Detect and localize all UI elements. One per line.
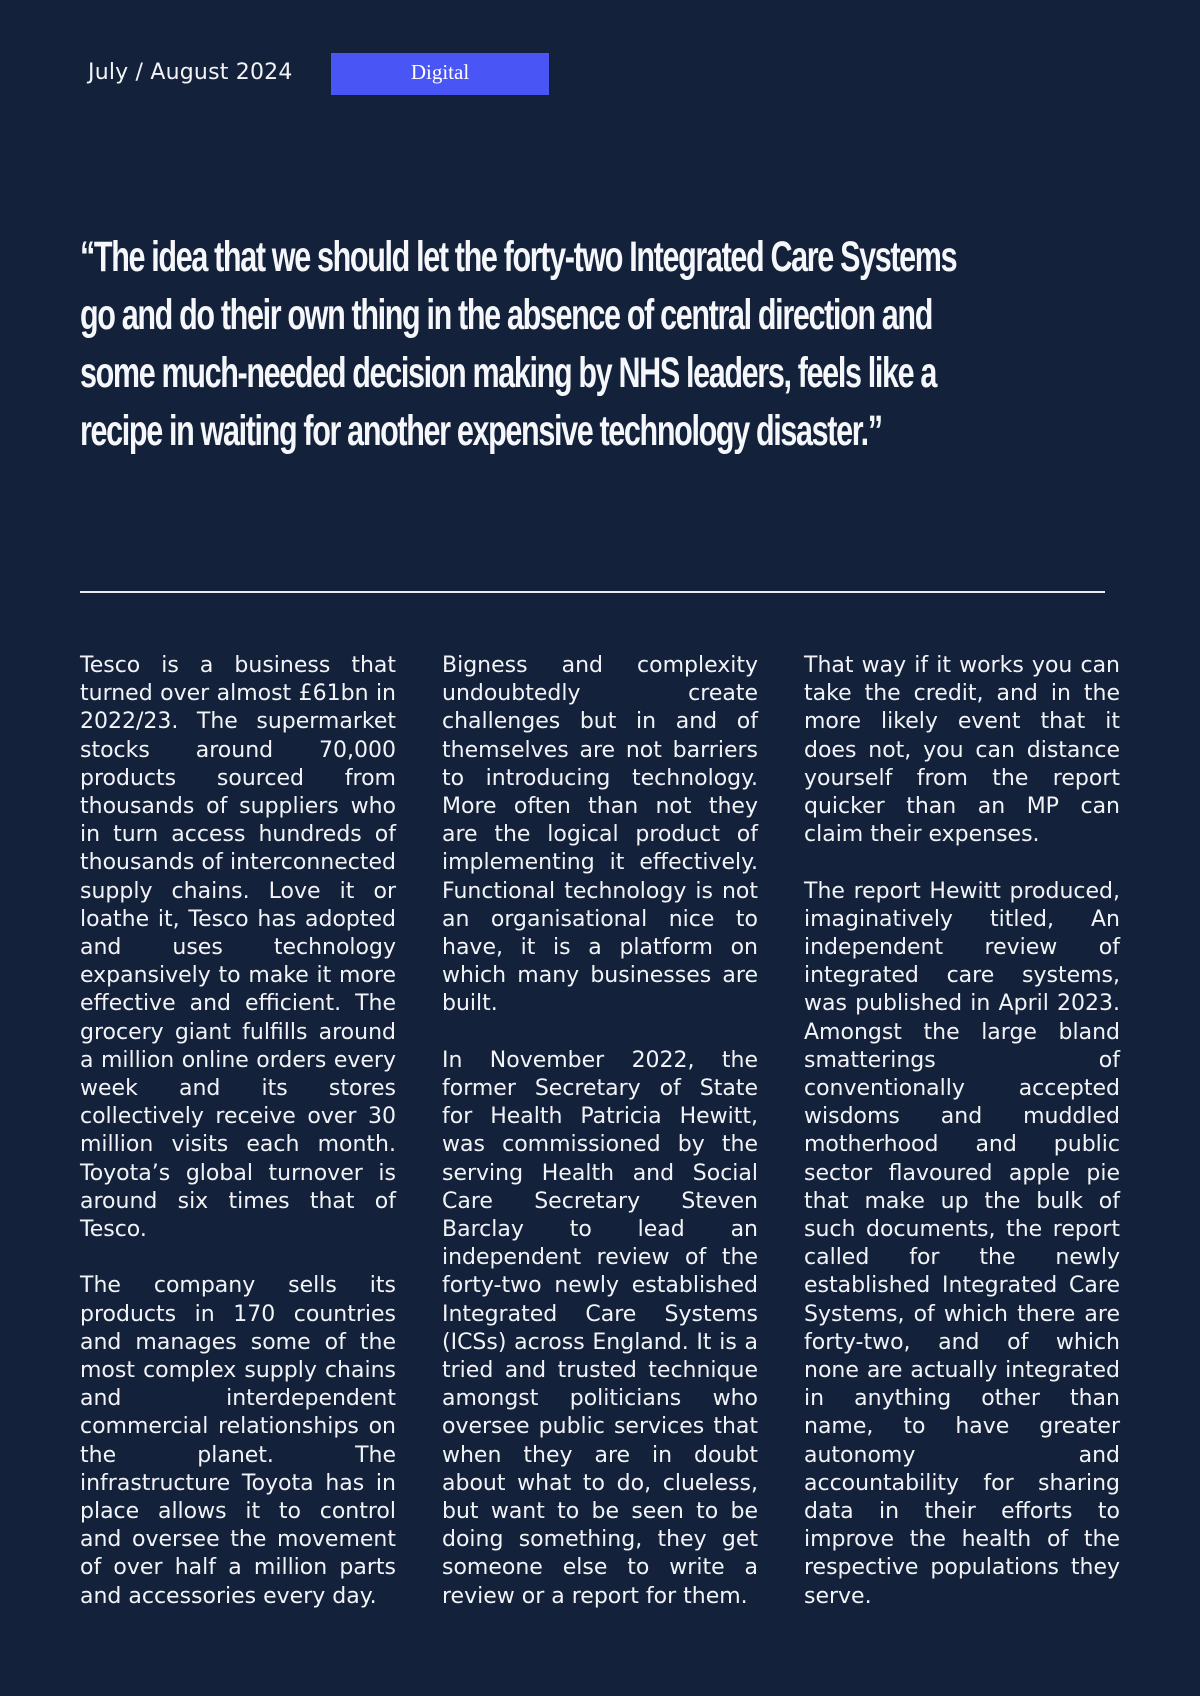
section-tag: Digital — [331, 53, 549, 95]
paragraph: In November 2022, the former Secretary of State for Health Patricia Hewitt, was commissioned by the serving Health and Social Care Secretary Steven Barclay to lead an independent review of the forty-two newly established Integrated Care Systems (ICSs) across England. It is a tried and trusted technique amongst politicians who oversee public services that when they are in doubt about what to do, clueless, but want to be seen to be doing something, they get someone else to write a review or a report for them. — [442, 1047, 758, 1609]
paragraph: The company sells its products in 170 countries and manages some of the most complex supply chains and interdependent commercial relationships on the planet. The infrastructure Toyota has in place allows it to control and oversee the movement of over half a million parts and accessories every day. — [80, 1273, 396, 1609]
article-column-3 — [804, 652, 1120, 1639]
paragraph: That way if it works you can take the credit, and in the more likely event that it does not, you can distance yourself from the report quicker than an MP can claim their expenses. — [804, 653, 1120, 848]
section-divider — [80, 591, 1105, 593]
article-column-2 — [442, 652, 758, 1639]
paragraph: Bigness and complexity undoubtedly create challenges but in and of themselves are not barriers to introducing technology. More often than not they are the logical product of implementing it effectively. Functional technology is not an organisational nice to have, it is a platform on which many businesses are built. — [442, 653, 758, 1017]
pull-quote: “The idea that we should let the forty-two Integrated Care Systems go and do their own thing in the absence of central direction and some much-needed decision making by NHS leaders, feels like a recipe in waiting for another expensive technology disaster.” — [80, 233, 957, 455]
paragraph: The report Hewitt produced, imaginatively titled, An independent review of integrated care systems, was published in April 2023. Amongst the large bland smatterings of conventionally accepted wisdoms and muddled motherhood and public sector flavoured apple pie that make up the bulk of such documents, the report called for the newly established Integrated Care Systems, of which there are forty-two, and of which none are actually integrated in anything other than name, to have greater autonomy and accountability for sharing data in their efforts to improve the health of the respective populations they serve. — [804, 878, 1120, 1609]
article-column-1 — [80, 652, 396, 1639]
issue-date: July / August 2024 — [88, 60, 293, 85]
paragraph: Tesco is a business that turned over almost £61bn in 2022/23. The supermarket stocks around 70,000 products sourced from thousands of suppliers who in turn access hundreds of thousands of interconnected supply chains. Love it or loathe it, Tesco has adopted and uses technology expansively to make it more effective and efficient. The grocery giant fulfills around a million online orders every week and its stores collectively receive over 30 million visits each month. Toyota’s global turnover is around six times that of Tesco. — [80, 653, 396, 1243]
